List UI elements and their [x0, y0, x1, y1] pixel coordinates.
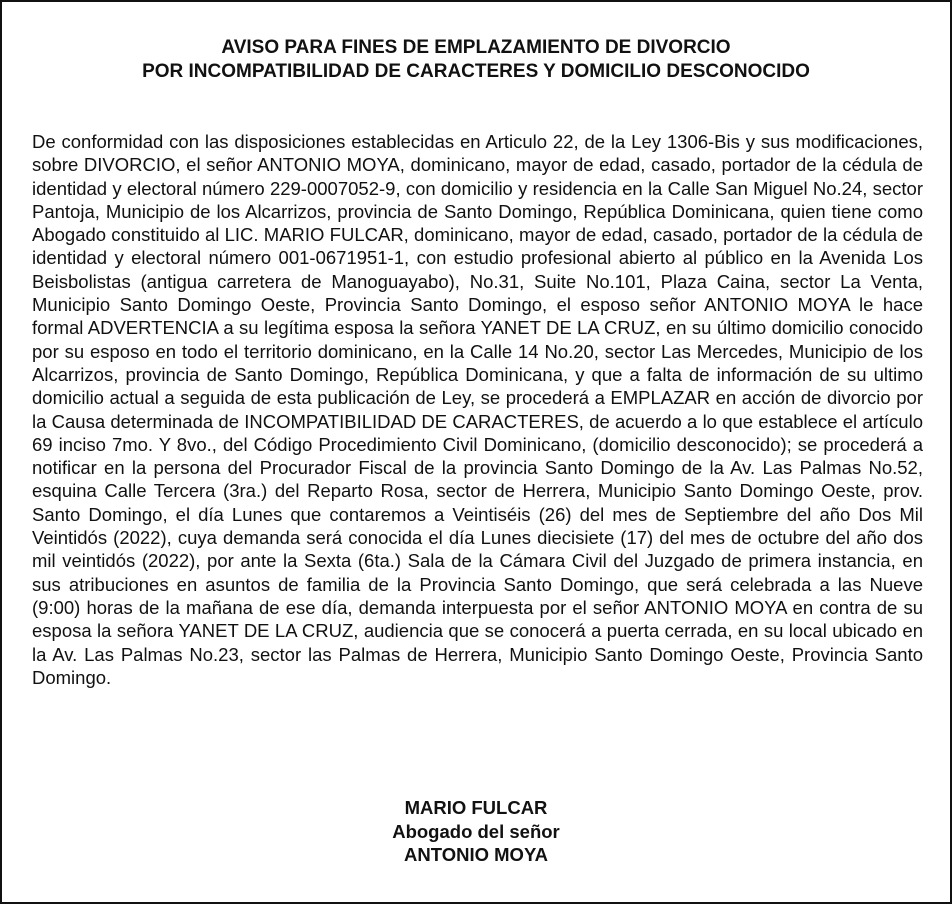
signature-block: [2, 796, 950, 867]
notice-body: De conformidad con las disposiciones establecidas en Articulo 22, de la Ley 1306-Bis y sus modificaciones, sobre DIVORCIO, el señor ANTONIO MOYA, dominicano, mayor de edad, casado, portador de la cédula de identidad y electoral número 229-0007052-9, con domicilio y residencia en la Calle San Miguel No.24, sector Pantoja, Municipio de los Alcarrizos, provincia de Santo Domingo, República Dominicana, quien tiene como Abogado constituido al LIC. MARIO FULCAR, dominicano, mayor de edad, casado, portador de la cédula de identidad y electoral número 001-0671951-1, con estudio profesional abierto al público en la Avenida Los Beisbolistas (antigua carretera de Manoguayabo), No.31, Suite No.101, Plaza Caina, sector La Venta, Municipio Santo Domingo Oeste, Provincia Santo Domingo, el esposo señor ANTONIO MOYA le hace formal ADVERTENCIA a su legítima esposa la señora YANET DE LA CRUZ, en su último domicilio conocido por su esposo en todo el territorio dominicano, en la Calle 14 No.20, sector Las Mercedes, Municipio de los Alcarrizos, provincia de Santo Domingo, República Dominicana, y que a falta de información de su ultimo domicilio actual a seguida de esta publicación de Ley, se procederá a EMPLAZAR en acción de divorcio por la Causa determinada de INCOMPATIBILIDAD DE CARACTERES, de acuerdo a lo que establece el artículo 69 inciso 7mo. Y 8vo., del Código Procedimiento Civil Dominicano, (domicilio desconocido); se procederá a notificar en la persona del Procurador Fiscal de la provincia Santo Domingo de la Av. Las Palmas No.52, esquina Calle Tercera (3ra.) del Reparto Rosa, sector de Herrera, Municipio Santo Domingo Oeste, prov. Santo Domingo, el día Lunes que contaremos a Veintiséis (26) del mes de Septiembre del año Dos Mil Veintidós (2022), cuya demanda será conocida el día Lunes diecisiete (17) del mes de octubre del año dos mil veintidós (2022), por ante la Sexta (6ta.) Sala de la Cámara Civil del Juzgado de primera instancia, en sus atribuciones en asuntos de familia de la Provincia Santo Domingo, que será celebrada a las Nueve (9:00) horas de la mañana de ese día, demanda interpuesta por el señor ANTONIO MOYA en contra de su esposa la señora YANET DE LA CRUZ, audiencia que se conocerá a puerta cerrada, en su local ubicado en la Av. Las Palmas No.23, sector las Palmas de Herrera, Municipio Santo Domingo Oeste, Provincia Santo Domingo.: [32, 131, 923, 688]
signature-name: MARIO FULCAR: [404, 797, 548, 818]
signature-role: Abogado del señor: [392, 820, 560, 842]
notice-title-line-1: AVISO PARA FINES DE EMPLAZAMIENTO DE DIVORCIO: [221, 37, 731, 58]
notice-title-line-2: POR INCOMPATIBILIDAD DE CARACTERES Y DOMICILIO DESCONOCIDO: [142, 61, 810, 82]
notice-title: [2, 36, 950, 84]
signature-client: ANTONIO MOYA: [404, 844, 548, 865]
